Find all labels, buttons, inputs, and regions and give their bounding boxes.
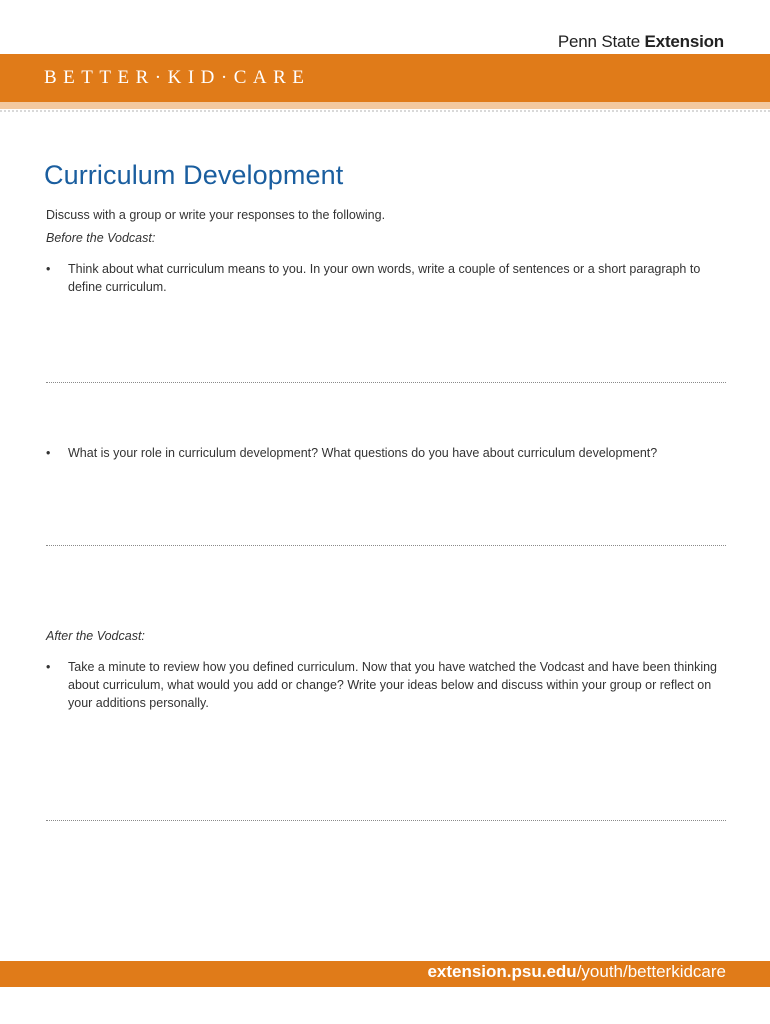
program-title: BETTER·KID·CARE — [44, 67, 311, 88]
question-3-text: Take a minute to review how you defined curriculum. Now that you have watched the Vodcast and have been thinking about curriculum, what would you add or change? Write your ideas below and discuss within your group or reflect on your additions personally. — [68, 660, 717, 710]
question-2 — [46, 444, 726, 462]
header-band — [0, 54, 770, 102]
footer-url-domain: extension.psu.edu — [427, 962, 577, 981]
question-1 — [46, 260, 726, 296]
question-3 — [46, 658, 726, 712]
bullet-icon: • — [46, 262, 51, 276]
intro-text: Discuss with a group or write your responses to the following. — [46, 208, 386, 222]
after-vodcast-label: After the Vodcast: — [46, 629, 145, 643]
footer-url[interactable] — [427, 962, 726, 982]
question-2-text: What is your role in curriculum development? What questions do you have about curriculum development? — [68, 446, 658, 460]
answer-line-2 — [46, 545, 726, 546]
header-band-shadow — [0, 102, 770, 109]
bullet-icon: • — [46, 660, 51, 674]
penn-state-extension-logo — [558, 32, 724, 52]
brand-extension: Extension — [644, 32, 724, 51]
footer-band — [0, 961, 770, 987]
question-1-text: Think about what curriculum means to you. In your own words, write a couple of sentences or a short paragraph to define curriculum. — [68, 262, 701, 294]
before-vodcast-label: Before the Vodcast: — [46, 231, 156, 245]
page-title: Curriculum Development — [44, 160, 344, 190]
bullet-icon: • — [46, 446, 51, 460]
footer-url-path: /youth/betterkidcare — [576, 962, 726, 981]
answer-line-3 — [46, 820, 726, 821]
brand-name: Penn State — [557, 32, 641, 51]
answer-line-1 — [46, 382, 726, 383]
header-divider — [0, 110, 770, 112]
